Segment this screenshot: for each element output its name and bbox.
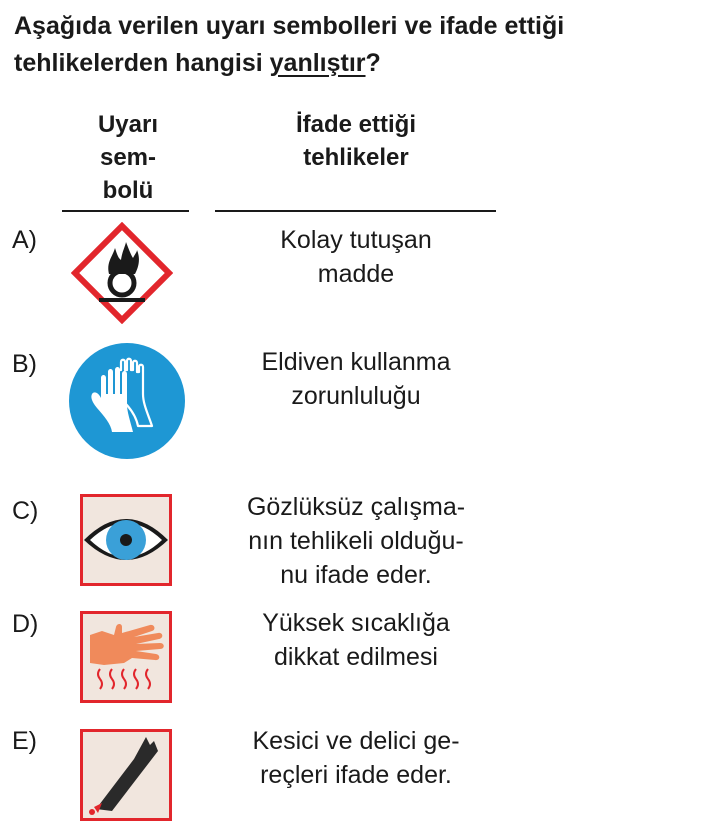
option-b-line-2: zorunluluğu xyxy=(291,382,421,410)
question-text xyxy=(14,8,694,82)
option-e-line-1: Kesici ve delici ge- xyxy=(252,727,460,755)
option-c-line-2: nın tehlikeli olduğu- xyxy=(248,527,464,555)
header-warning-symbol xyxy=(68,108,188,207)
option-d-letter: D) xyxy=(12,610,39,638)
header-hazard-meaning xyxy=(218,108,494,174)
option-c-line-3: nu ifade eder. xyxy=(280,561,432,589)
option-a-line-2: madde xyxy=(317,260,395,288)
eye-hazard-icon xyxy=(80,494,172,586)
question-text-end: ? xyxy=(365,49,381,77)
hot-surface-hand-icon xyxy=(80,611,172,703)
option-a-line-1: Kolay tutuşan xyxy=(280,226,432,254)
header-meaning-line-1: İfade ettiği xyxy=(295,111,416,138)
option-c-line-1: Gözlüksüz çalışma- xyxy=(246,493,466,521)
option-b-letter: B) xyxy=(12,350,37,378)
option-e-letter: E) xyxy=(12,727,37,755)
option-a-letter: A) xyxy=(12,226,37,254)
option-d-line-2: dikkat edilmesi xyxy=(274,643,438,671)
header-meaning-line-2: tehlikeler xyxy=(303,144,409,171)
header-symbol-line-1: Uyarı xyxy=(97,111,159,138)
header-rule-meaning xyxy=(215,210,496,212)
question-text-start: Aşağıda verilen uyarı sembolleri ve ifade ettiği tehlikelerden hangisi xyxy=(14,12,565,77)
option-c-letter: C) xyxy=(12,497,39,525)
sharp-blade-icon xyxy=(80,729,172,821)
option-e-line-2: reçleri ifade eder. xyxy=(260,761,452,789)
option-e-description xyxy=(218,724,494,792)
option-d-description xyxy=(218,606,494,674)
oxidizing-flame-over-circle-icon xyxy=(71,222,173,324)
option-d-line-1: Yüksek sıcaklığa xyxy=(262,609,450,637)
option-a-description xyxy=(218,223,494,291)
question-underlined-word: yanlıştır xyxy=(269,49,366,77)
option-c-description xyxy=(218,490,494,592)
option-b-description xyxy=(218,345,494,413)
header-symbol-line-3: bolü xyxy=(102,177,154,204)
header-symbol-line-2: sem- xyxy=(99,144,157,171)
header-rule-symbol xyxy=(62,210,189,212)
option-b-line-1: Eldiven kullanma xyxy=(261,348,451,376)
gloves-mandatory-icon xyxy=(68,342,186,460)
